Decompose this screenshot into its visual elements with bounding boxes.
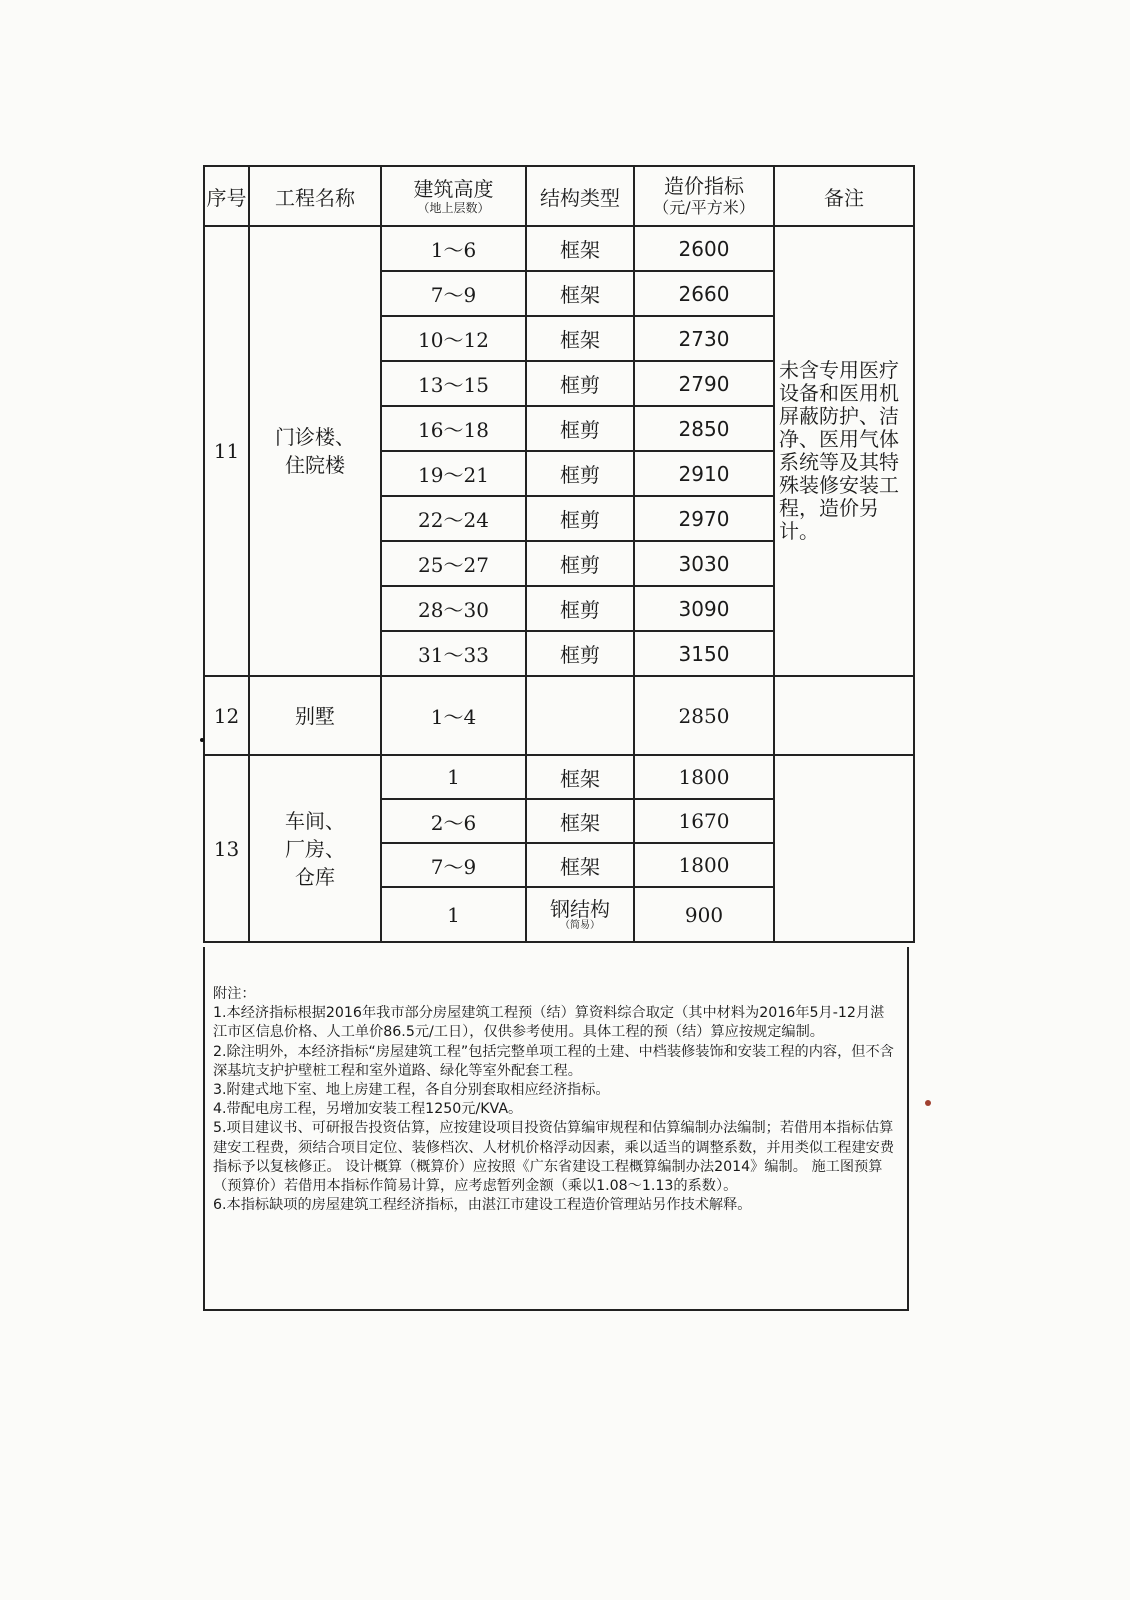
row11-name (249, 226, 381, 676)
row12-seq: 12 (204, 676, 249, 755)
row11-struct: 框剪 (526, 586, 634, 631)
row13-height: 7～9 (381, 843, 526, 887)
row12-name: 别墅 (249, 676, 381, 755)
row11-price: 2790 (634, 361, 774, 406)
header-seq: 序号 (204, 166, 249, 226)
row12-price: 2850 (634, 676, 774, 755)
row13-struct: 框架 (526, 799, 634, 843)
header-struct: 结构类型 (526, 166, 634, 226)
note-line: 4.带配电房工程，另增加安装工程1250元/KVA。 (213, 1101, 523, 1118)
row13-price: 1800 (634, 755, 774, 799)
header-height (381, 166, 526, 226)
row13-struct (526, 887, 634, 942)
row13-struct: 框架 (526, 843, 634, 887)
row11-price: 3030 (634, 541, 774, 586)
row13-price: 900 (634, 887, 774, 942)
row13-name (249, 755, 381, 942)
row11-price: 2660 (634, 271, 774, 316)
cost-index-table (203, 165, 915, 943)
table-header-row (204, 166, 914, 226)
notes-title: 附注： (213, 986, 256, 1002)
row13-struct-main: 钢结构 (550, 896, 610, 921)
header-price (634, 166, 774, 226)
row13-height: 1 (381, 755, 526, 799)
ink-stain (925, 1100, 931, 1106)
row11-struct: 框剪 (526, 451, 634, 496)
row11-price: 2970 (634, 496, 774, 541)
row11-struct: 框架 (526, 226, 634, 271)
note-line: 1.本经济指标根据2016年我市部分房屋建筑工程预（结）算资料综合取定（其中材料为2016年5月-12月湛江市区信息价格、人工单价86.5元/工日），仅供参考使用。具体工程的预（结）算应按规定编制。 (213, 1005, 885, 1041)
row11-struct: 框剪 (526, 631, 634, 676)
row11-price: 3150 (634, 631, 774, 676)
row13-height: 1 (381, 887, 526, 942)
row11-price: 2600 (634, 226, 774, 271)
row11-height: 1～6 (381, 226, 526, 271)
row11-struct: 框架 (526, 316, 634, 361)
row13-remark (774, 755, 914, 942)
row11-height: 16～18 (381, 406, 526, 451)
notes-section (203, 947, 909, 1311)
row13-name-line1: 车间、 (285, 808, 345, 833)
row11-name-line1: 门诊楼、 (275, 425, 355, 449)
row12-height: 1～4 (381, 676, 526, 755)
header-price-title: 造价指标 (664, 174, 744, 198)
header-height-sub: （地上层数） (417, 201, 490, 215)
row13-name-line2: 厂房、 (285, 836, 345, 861)
row13-price: 1670 (634, 799, 774, 843)
header-height-title: 建筑高度 (413, 177, 494, 201)
header-price-sub: （元/平方米） (653, 198, 755, 217)
row11-struct: 框架 (526, 271, 634, 316)
row11-height: 25～27 (381, 541, 526, 586)
row13-seq: 13 (204, 755, 249, 942)
row11-height: 28～30 (381, 586, 526, 631)
row11-struct: 框剪 (526, 361, 634, 406)
row11-height: 22～24 (381, 496, 526, 541)
row13-height: 2～6 (381, 799, 526, 843)
row11-name-line2: 住院楼 (285, 453, 345, 477)
table-row (204, 226, 914, 271)
row11-height: 7～9 (381, 271, 526, 316)
row11-price: 2910 (634, 451, 774, 496)
row11-price: 2730 (634, 316, 774, 361)
table-row (204, 755, 914, 799)
header-name: 工程名称 (249, 166, 381, 226)
row12-struct (526, 676, 634, 755)
table-row (204, 676, 914, 755)
row13-name-line3: 仓库 (295, 864, 335, 889)
row11-height: 19～21 (381, 451, 526, 496)
row11-height: 10～12 (381, 316, 526, 361)
ink-dot (200, 738, 204, 742)
row11-price: 3090 (634, 586, 774, 631)
header-remark: 备注 (774, 166, 914, 226)
row13-price: 1800 (634, 843, 774, 887)
row13-struct-sub: （简易） (560, 919, 600, 931)
row11-remark: 未含专用医疗设备和医用机屏蔽防护、洁净、医用气体系统等及其特殊装修安装工程，造价另计。 (774, 226, 914, 676)
row11-struct: 框剪 (526, 496, 634, 541)
row11-price: 2850 (634, 406, 774, 451)
row13-struct: 框架 (526, 755, 634, 799)
note-line: 3.附建式地下室、地上房建工程，各自分别套取相应经济指标。 (213, 1082, 610, 1099)
note-line: 6.本指标缺项的房屋建筑工程经济指标，由湛江市建设工程造价管理站另作技术解释。 (213, 1197, 752, 1214)
note-line: 2.除注明外，本经济指标“房屋建筑工程”包括完整单项工程的土建、中档装修装饰和安装工程的内容，但不含深基坑支护护壁桩工程和室外道路、绿化等室外配套工程。 (213, 1043, 894, 1079)
row11-struct: 框剪 (526, 406, 634, 451)
row11-height: 31～33 (381, 631, 526, 676)
note-line: 5.项目建议书、可研报告投资估算，应按建设项目投资估算编审规程和估算编制办法编制；若借用本指标估算建安工程费，须结合项目定位、装修档次、人材机价格浮动因素，乘以适当的调整系数，并用类似工程建安费指标予以复核修正。 设计概算（概算价）应按照《广东省建设工程概算编制办法2014》编制。 施工图预算（预算价）若借用本指标作简易计算，应考虑暂列金额（乘以1.08～1.13的系数）。 (213, 1120, 895, 1195)
row11-height: 13～15 (381, 361, 526, 406)
row12-remark (774, 676, 914, 755)
row11-struct: 框剪 (526, 541, 634, 586)
row11-seq: 11 (204, 226, 249, 676)
